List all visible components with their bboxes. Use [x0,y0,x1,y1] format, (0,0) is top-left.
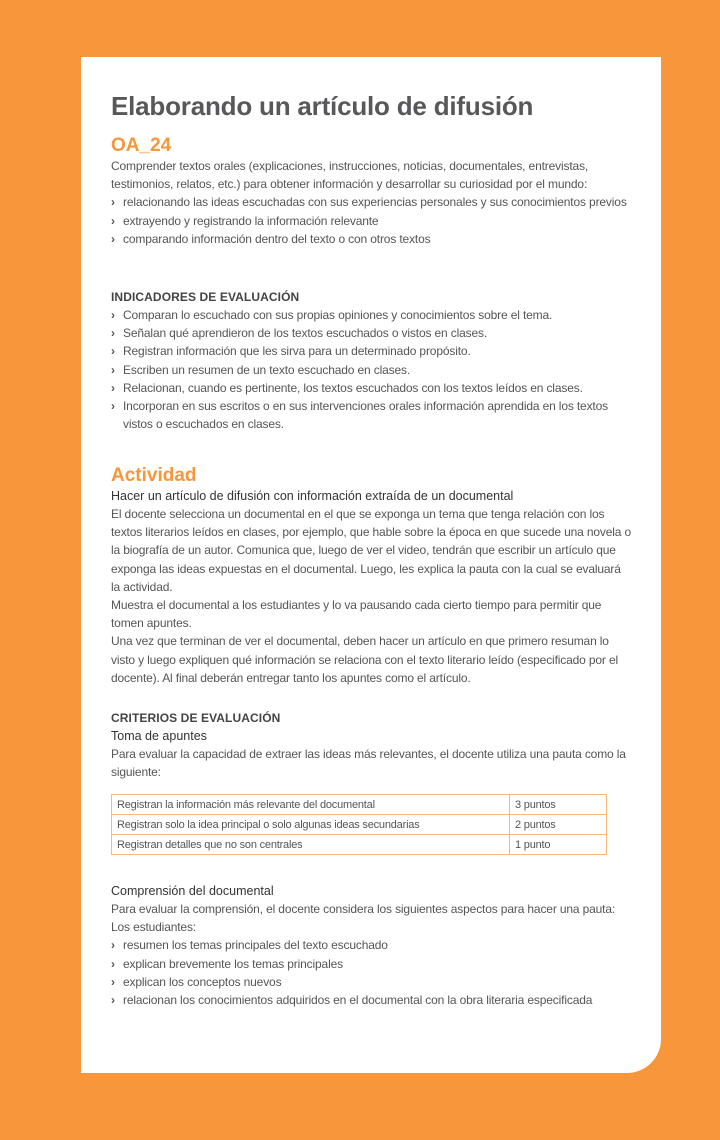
list-item [111,397,631,433]
list-item-text: extrayendo y registrando la información relevante [123,213,379,228]
list-item-text: comparando información dentro del texto o con otros textos [123,231,431,246]
list-item [111,230,631,248]
pauta-table [111,794,607,855]
comprension-text: Para evaluar la comprensión, el docente considera los siguientes aspectos para hacer una pauta: [111,902,616,916]
list-item [111,379,631,397]
list-item-text: Relacionan, cuando es pertinente, los textos escuchados con los textos leídos en clases. [123,380,583,395]
actividad-heading: Actividad [111,465,197,486]
criterion-cell: Registran detalles que no son centrales [112,835,510,855]
page-card [81,57,661,1073]
list-item [111,324,631,342]
list-item [111,991,631,1009]
chevron-right-icon: › [111,399,115,414]
chevron-right-icon: › [111,231,115,246]
criterios-heading: CRITERIOS DE EVALUACIÓN [111,711,281,725]
indicadores-section [111,288,631,433]
list-item [111,973,631,991]
table-row [112,815,607,835]
chevron-right-icon: › [111,195,115,210]
chevron-right-icon: › [111,956,115,971]
chevron-right-icon: › [111,362,115,377]
actividad-paragraph: Muestra el documental a los estudiantes y lo va pausando cada cierto tiempo para permitir que tomen apuntes. [111,598,602,631]
actividad-section [111,465,631,687]
list-item-text: relacionan los conocimientos adquiridos en el documental con la obra literaria especificada [123,993,593,1008]
chevron-right-icon: › [111,974,115,989]
criterion-cell: Registran solo la idea principal o solo algunas ideas secundarias [112,815,510,835]
indicadores-heading: INDICADORES DE EVALUACIÓN [111,290,300,304]
chevron-right-icon: › [111,308,115,322]
page-title: Elaborando un artículo de difusión [111,91,534,121]
table-row [112,835,607,855]
actividad-subtitle: Hacer un artículo de difusión con información extraída de un documental [111,489,514,503]
chevron-right-icon: › [111,326,115,341]
list-item [111,342,631,360]
points-cell: 3 puntos [510,795,607,815]
list-item [111,361,631,379]
points-cell: 2 puntos [510,815,607,835]
criterios-section [111,709,631,781]
comprension-list [111,936,631,1009]
list-item [111,212,631,230]
list-item [111,955,631,973]
list-item-text: Escriben un resumen de un texto escuchado en clases. [123,362,411,377]
comprension-section [111,882,631,1009]
oa-list [111,193,631,248]
list-item-text: explican brevemente los temas principales [123,956,343,971]
list-item-text: Incorporan en sus escritos o en sus intervenciones orales información aprendida en los textos vistos o escuchados en clases. [123,399,608,432]
list-item [111,936,631,954]
points-cell: 1 punto [510,835,607,855]
comprension-title: Comprensión del documental [111,884,274,898]
actividad-paragraph: Una vez que terminan de ver el documental, deben hacer un artículo en que primero resuman lo visto y luego expliquen qué información se relaciona con el texto literario leído (especificado por el docente). Al final deberán entregar tanto los apuntes como el artículo. [111,634,618,685]
students-label: Los estudiantes: [111,920,196,935]
chevron-right-icon: › [111,938,115,953]
list-item [111,306,631,324]
list-item-text: Registran información que les sirva para un determinado propósito. [123,344,471,359]
list-item-text: resumen los temas principales del texto escuchado [123,938,388,953]
apuntes-title: Toma de apuntes [111,729,207,743]
list-item-text: Comparan lo escuchado con sus propias opiniones y conocimientos sobre el tema. [123,308,553,322]
table-row [112,795,607,815]
chevron-right-icon: › [111,993,115,1008]
chevron-right-icon: › [111,344,115,359]
chevron-right-icon: › [111,380,115,395]
list-item-text: Señalan qué aprendieron de los textos escuchados o vistos en clases. [123,326,488,341]
apuntes-text: Para evaluar la capacidad de extraer las ideas más relevantes, el docente utiliza una pauta como la siguiente: [111,747,626,780]
oa-intro: Comprender textos orales (explicaciones, instrucciones, noticias, documentales, entrevistas, testimonios, relatos, etc.) para obtener información y desarrollar su curiosidad por el mundo: [111,159,589,192]
list-item-text: explican los conceptos nuevos [123,974,282,989]
list-item [111,193,631,211]
actividad-paragraph: El docente selecciona un documental en el que se exponga un tema que tenga relación con los textos literarios leídos en clases, por ejemplo, que hable sobre la época en que sucede una novela o la biografía de un autor. Comunica que, luego de ver el video, tendrán que escribir un artículo que exponga las ideas expuestas en el documental. Luego, les explica la pauta con la cual se evaluará la actividad. [111,507,632,594]
chevron-right-icon: › [111,213,115,228]
indicadores-list [111,306,631,433]
oa-section [111,135,631,248]
list-item-text: relacionando las ideas escuchadas con sus experiencias personales y sus conocimientos previos [123,195,627,210]
criterion-cell: Registran la información más relevante del documental [112,795,510,815]
oa-code: OA_24 [111,135,172,156]
